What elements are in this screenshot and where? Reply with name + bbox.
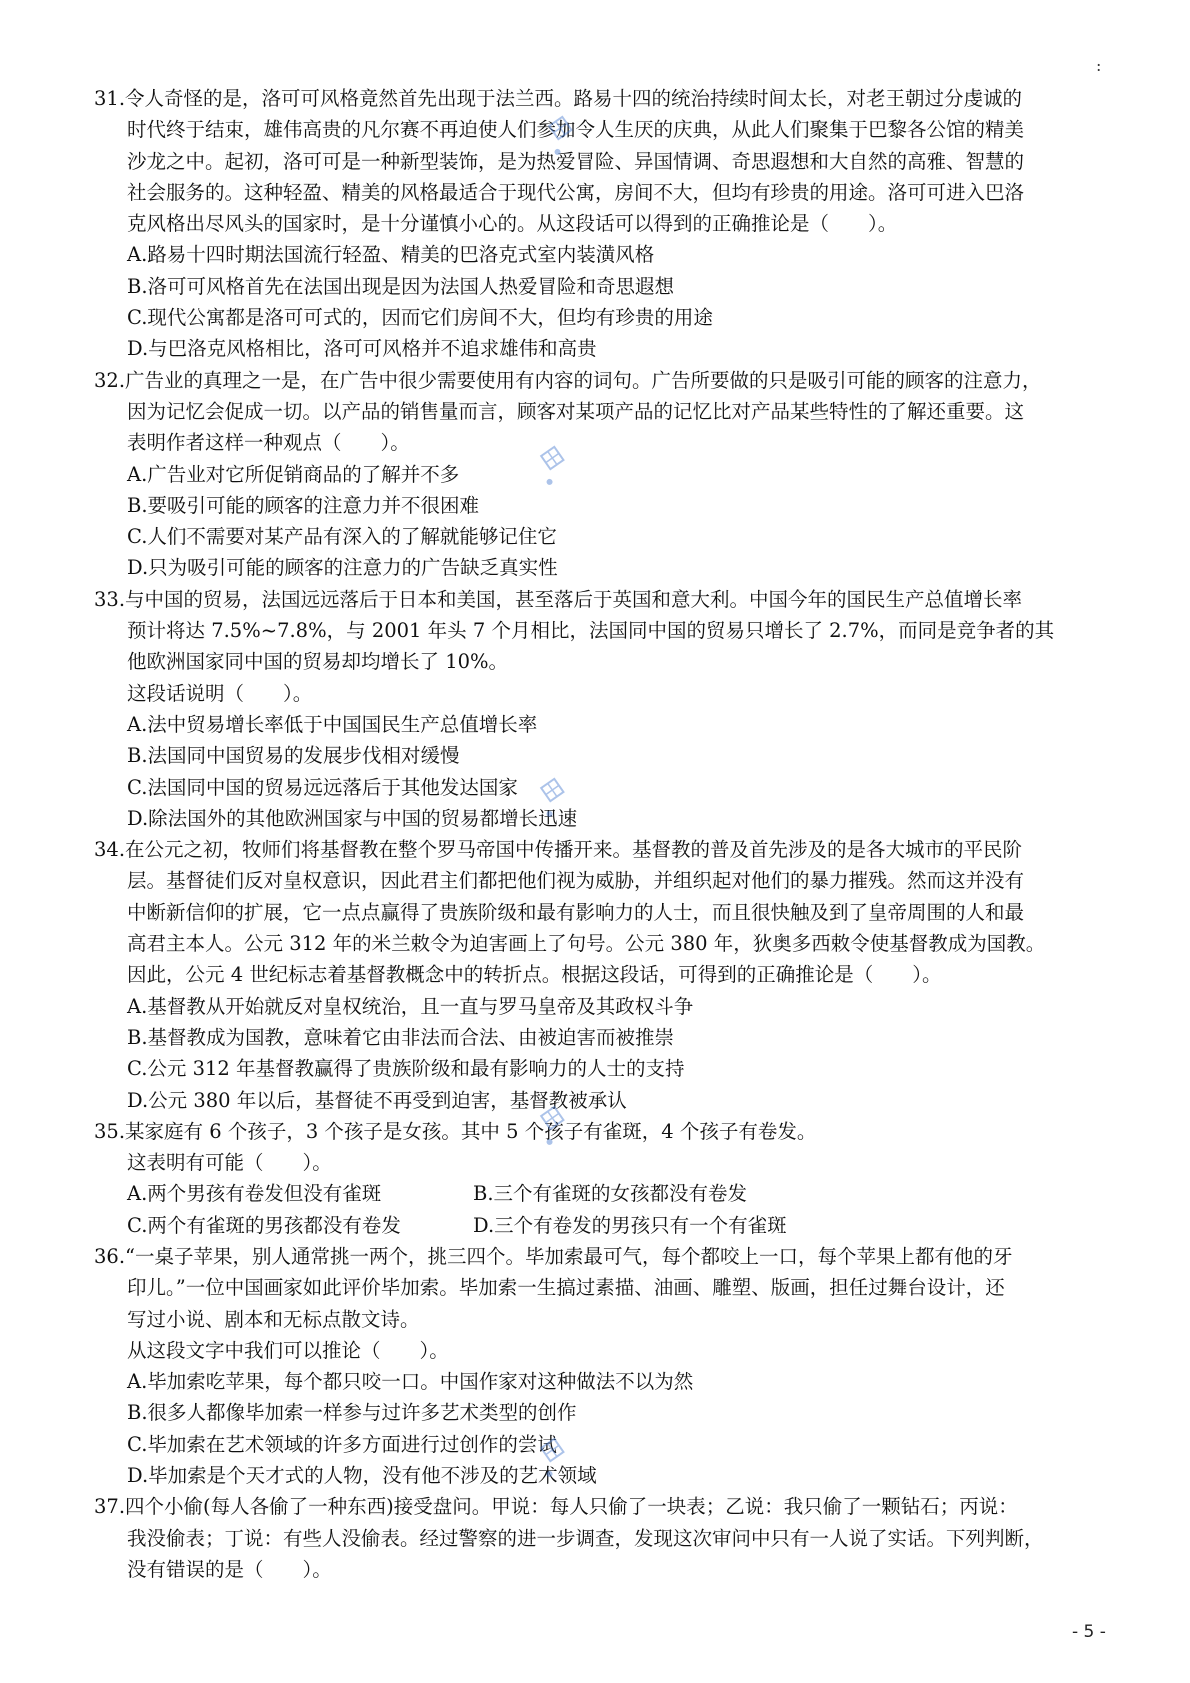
question-stem-first-line: 36.“一桌子苹果，别人通常挑一两个，挑三四个。毕加索最可气，每个都咬上一口，每个苹果上都有他的牙: [94, 1244, 1013, 1268]
question-stem-line: 表明作者这样一种观点（ ）。: [127, 431, 410, 455]
answer-option: B.洛可可风格首先在法国出现是因为法国人热爱冒险和奇思遐想: [127, 274, 675, 298]
answer-option: C.现代公寓都是洛可可式的，因而它们房间不大，但均有珍贵的用途: [127, 306, 713, 330]
answer-option: D.除法国外的其他欧洲国家与中国的贸易都增长迅速: [127, 806, 578, 830]
answer-option: A.路易十四时期法国流行轻盈、精美的巴洛克式室内装潢风格: [127, 243, 655, 267]
question-stem-line: 社会服务的。这种轻盈、精美的风格最适合于现代公寓，房间不大，但均有珍贵的用途。洛可可进入巴洛: [127, 180, 1025, 204]
question-stem-line: 写过小说、剧本和无标点散文诗。: [127, 1307, 420, 1331]
question-stem-line: 预计将达 7.5%~7.8%，与 2001 年头 7 个月相比，法国同中国的贸易只增长了 2.7%，而同是竞争者的其: [127, 619, 1055, 643]
question-stem-line: 从这段文字中我们可以推论（ ）。: [127, 1338, 449, 1362]
page-number: - 5 -: [1072, 1622, 1106, 1642]
question-stem-first-line: 37.四个小偷(每人各偷了一种东西)接受盘问。甲说：每人只偷了一块表；乙说：我只偷了一颗钻石；丙说：: [94, 1495, 1018, 1519]
question-stem-line: 中断新信仰的扩展，它一点点赢得了贵族阶级和最有影响力的人士，而且很快触及到了皇帝周围的人和最: [127, 900, 1025, 924]
question-34: [94, 834, 1104, 1116]
question-stem-line: 这表明有可能（ ）。: [127, 1151, 332, 1175]
answer-option-row: [94, 1178, 1104, 1209]
question-stem-first-line: 31.令人奇怪的是，洛可可风格竟然首先出现于法兰西。路易十四的统治持续时间太长，对老王朝过分虔诚的: [94, 87, 1023, 110]
answer-option: B.要吸引可能的顾客的注意力并不很困难: [127, 493, 480, 517]
question-stem-line: 时代终于结束，雄伟高贵的凡尔赛不再迫使人们参加令人生厌的庆典，从此人们聚集于巴黎各公馆的精美: [127, 118, 1025, 142]
question-32: [94, 365, 1104, 584]
answer-option: D.三个有卷发的男孩只有一个有雀斑: [473, 1213, 787, 1237]
corner-mark: :: [1096, 56, 1102, 75]
question-stem-first-line: 32.广告业的真理之一是，在广告中很少需要使用有内容的词句。广告所要做的只是吸引可能的顾客的注意力，: [94, 368, 1042, 392]
answer-option-row: [94, 1210, 1104, 1241]
answer-option: C.两个有雀斑的男孩都没有卷发: [127, 1213, 401, 1237]
answer-option: A.毕加索吃苹果，每个都只咬一口。中国作家对这种做法不以为然: [127, 1370, 694, 1394]
answer-option: D.只为吸引可能的顾客的注意力的广告缺乏真实性: [127, 556, 558, 580]
answer-option: D.毕加索是个天才式的人物，没有他不涉及的艺术领域: [127, 1464, 597, 1488]
answer-option: D.与巴洛克风格相比，洛可可风格并不追求雄伟和高贵: [127, 337, 597, 361]
answer-option: C.公元 312 年基督教赢得了贵族阶级和最有影响力的人士的支持: [127, 1057, 685, 1081]
answer-option: D.公元 380 年以后，基督徒不再受到迫害，基督教被承认: [127, 1088, 627, 1112]
question-stem-first-line: 33.与中国的贸易，法国远远落后于日本和美国，甚至落后于英国和意大利。中国今年的国民生产总值增长率: [94, 587, 1023, 611]
answer-option: C.法国同中国的贸易远远落后于其他发达国家: [127, 775, 518, 799]
answer-option: A.法中贸易增长率低于中国国民生产总值增长率: [127, 712, 538, 736]
question-stem-line: 印儿。”一位中国画家如此评价毕加索。毕加索一生搞过素描、油画、雕塑、版画，担任过舞台设计，还: [127, 1276, 1005, 1300]
answer-option: B.法国同中国贸易的发展步伐相对缓慢: [127, 744, 460, 768]
question-stem-line: 因此，公元 4 世纪标志着基督教概念中的转折点。根据这段话，可得到的正确推论是（ ）。: [127, 963, 942, 987]
question-list: [94, 83, 1104, 1585]
question-stem-line: 这段话说明（ ）。: [127, 681, 313, 705]
answer-option: C.人们不需要对某产品有深入的了解就能够记住它: [127, 525, 557, 549]
question-stem-line: 他欧洲国家同中国的贸易却均增长了 10%。: [127, 650, 509, 674]
answer-option: B.基督教成为国教，意味着它由非法而合法、由被迫害而被推崇: [127, 1025, 675, 1049]
answer-option: A.基督教从开始就反对皇权统治，且一直与罗马皇帝及其政权斗争: [127, 994, 694, 1018]
question-36: [94, 1241, 1104, 1491]
question-stem-line: 我没偷表；丁说：有些人没偷表。经过警察的进一步调查，发现这次审问中只有一人说了实话。下列判断，: [127, 1526, 1044, 1550]
answer-option: C.毕加索在艺术领域的许多方面进行过创作的尝试: [127, 1432, 557, 1456]
question-35: [94, 1116, 1104, 1241]
question-stem-line: 层。基督徒们反对皇权意识，因此君主们都把他们视为威胁，并组织起对他们的暴力摧残。然而这并没有: [127, 869, 1025, 893]
question-stem-first-line: 35.某家庭有 6 个孩子，3 个孩子是女孩。其中 5 个孩子有雀斑，4 个孩子有卷发。: [94, 1119, 817, 1143]
question-stem-line: 没有错误的是（ ）。: [127, 1557, 332, 1581]
question-31: [94, 83, 1104, 365]
answer-option: A.两个男孩有卷发但没有雀斑: [127, 1182, 382, 1206]
answer-option: B.很多人都像毕加索一样参与过许多艺术类型的创作: [127, 1401, 577, 1425]
question-stem-line: 高君主本人。公元 312 年的米兰敕令为迫害画上了句号。公元 380 年，狄奥多西敕令使基督教成为国教。: [127, 932, 1046, 956]
question-stem-line: 沙龙之中。起初，洛可可是一种新型装饰，是为热爱冒险、异国情调、奇思遐想和大自然的高雅、智慧的: [127, 149, 1025, 173]
question-33: [94, 584, 1104, 834]
answer-option: A.广告业对它所促销商品的了解并不多: [127, 462, 460, 486]
answer-option: B.三个有雀斑的女孩都没有卷发: [473, 1182, 748, 1206]
question-stem-first-line: 34.在公元之初，牧师们将基督教在整个罗马帝国中传播开来。基督教的普及首先涉及的是各大城市的平民阶: [94, 838, 1023, 862]
question-stem-line: 克风格出尽风头的国家时，是十分谨慎小心的。从这段话可以得到的正确推论是（ ）。: [127, 212, 898, 236]
question-stem-line: 因为记忆会促成一切。以产品的销售量而言，顾客对某项产品的记忆比对产品某些特性的了解还重要。这: [127, 399, 1025, 423]
question-37: [94, 1491, 1104, 1585]
